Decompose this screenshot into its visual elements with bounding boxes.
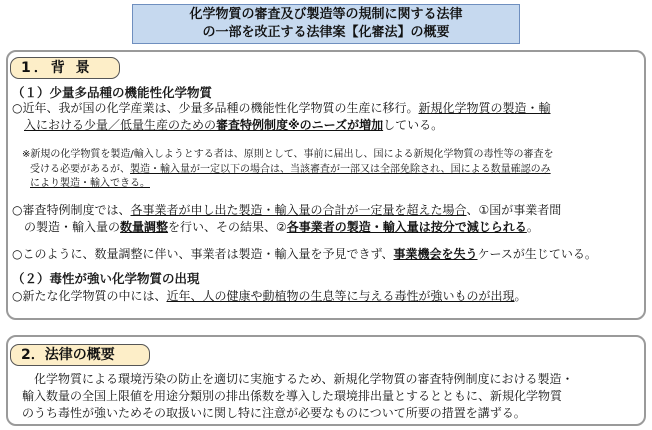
p1-bold: 審査特例制度※のニーズが増加 [216, 118, 384, 132]
note-line-2 [30, 163, 551, 177]
section-outline-label: 2．法律の概要 [10, 344, 150, 366]
outline-line-1: 化学物質による環境汚染の防止を適切に実施するため、新規化学物質の審査特例制度における製造・ [34, 372, 574, 386]
p3-bold: 事業機会を失う [393, 247, 478, 261]
outline-line-3: のうち毒性が強いためその取扱いに関し特に注意が必要なものについて所要の措置を講ずる。 [22, 406, 526, 420]
paragraph-2-line-1 [12, 202, 561, 219]
document-title [132, 4, 520, 44]
p2-bold-2: 各事業者の製造・輸入量は按分で減じられる [286, 220, 527, 234]
paragraph-1-line-1 [12, 100, 551, 117]
p1-tail: している。 [383, 118, 444, 132]
note-line-1: ※新規の化学物質を製造/輸入しようとする者は、原則として、事前に届出し、国による新規化学物質の毒性等の審査を [22, 149, 554, 160]
note-text: 受ける必要があるが、 [30, 164, 130, 175]
section-background-label: 1．背 景 [10, 57, 120, 79]
p1-underline-2: 入における少量／低量生産のための [24, 118, 217, 132]
p3-tail: ケースが生じている。 [477, 247, 597, 261]
note-underline-2: により製造・輸入できる。 [30, 178, 150, 189]
subsection-2-heading: （２）毒性が強い化学物質の出現 [12, 271, 200, 286]
p4-underline: 近年、人の健康や動植物の生息等に与える毒性が強いものが出現 [166, 289, 515, 303]
paragraph-2-line-2 [24, 219, 539, 236]
title-line-2: の一部を改正する法律案【化審法】の概要 [202, 25, 450, 40]
p2-text: ○審査特例制度では、 [12, 203, 131, 217]
p4-end: 。 [514, 289, 527, 303]
p2-bold-1: 数量調整 [120, 220, 169, 234]
p1-underline: 新規化学物質の製造・輸 [418, 101, 551, 115]
p2-text-2: の製造・輸入量の [24, 220, 121, 234]
paragraph-4 [12, 288, 527, 305]
p2-end: 。 [526, 220, 539, 234]
p2-tail: 、①国が事業者間 [466, 203, 562, 217]
paragraph-3 [12, 246, 597, 263]
note-underline: 製造・輸入量が一定以下の場合は、当該審査が一部又は全部免除され、国による数量確認のみ [130, 164, 551, 175]
outline-line-2: 輸入数量の全国上限値を用途分類別の排出係数を導入した環境排出量とするとともに、新規化学物質 [22, 389, 563, 403]
title-line-1: 化学物質の審査及び製造等の規制に関する法律 [189, 7, 463, 22]
paragraph-1-line-2 [24, 117, 443, 134]
p2-underline: 各事業者が申し出た製造・輸入量の合計が一定量を超えた場合 [130, 203, 467, 217]
p4-text: ○新たな化学物質の中には、 [12, 289, 167, 303]
p1-text: ○近年、我が国の化学産業は、少量多品種の機能性化学物質の生産に移行。 [12, 101, 419, 115]
subsection-1-heading: （１）少量多品種の機能性化学物質 [12, 85, 213, 100]
note-line-3 [30, 177, 150, 191]
p3-text: ○このように、数量調整に伴い、事業者は製造・輸入量を予見できず、 [12, 247, 394, 261]
p2-text-3: を行い、その結果、② [168, 220, 287, 234]
